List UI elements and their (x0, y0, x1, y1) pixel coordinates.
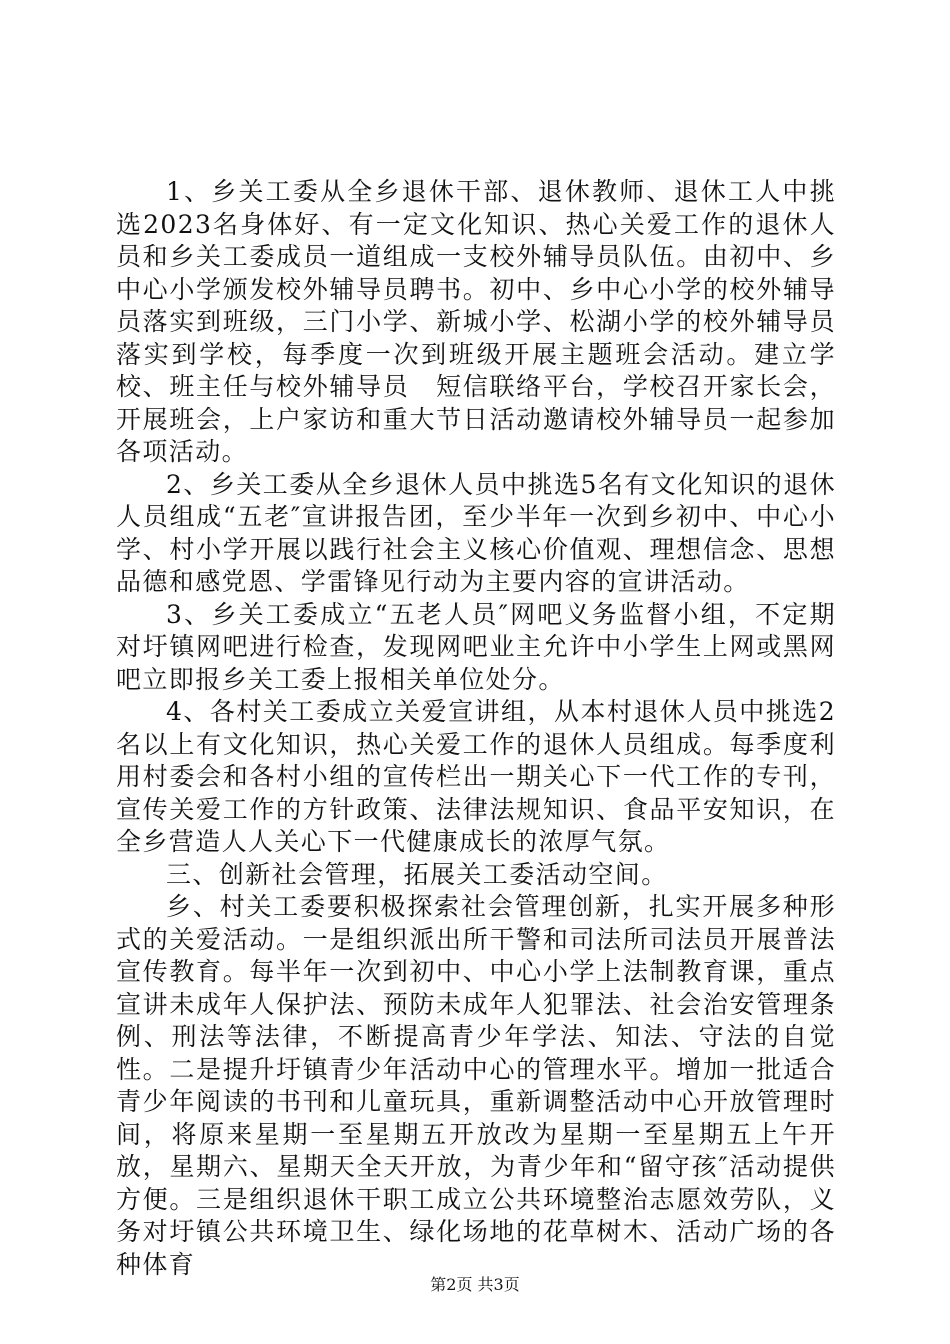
document-body (116, 176, 836, 1281)
paragraph-4: 4、各村关工委成立关爱宣讲组，从本村退休人员中挑选2名以上有文化知识，热心关爱工作的退休人员组成。每季度利用村委会和各村小组的宣传栏出一期关心下一代工作的专刊，宣传关爱工作的方针政策、法律法规知识、食品平安知识，在全乡营造人人关心下一代健康成长的浓厚气氛。 (116, 697, 836, 856)
section-heading-3: 三、创新社会管理，拓展关工委活动空间。 (166, 859, 668, 889)
page-number-footer: 第2页 共3页 (430, 1275, 520, 1294)
paragraph-2: 2、乡关工委从全乡退休人员中挑选5名有文化知识的退休人员组成“五老″宣讲报告团，至少半年一次到乡初中、中心小学、村小学开展以践行社会主义核心价值观、理想信念、思想品德和感党恩、学雷锋见行动为主要内容的宣讲活动。 (116, 469, 836, 596)
paragraph-6: 乡、村关工委要积极探索社会管理创新，扎实开展多种形式的关爱活动。一是组织派出所干警和司法所司法员开展普法宣传教育。每半年一次到初中、中心小学上法制教育课，重点宣讲未成年人保护法、预防未成年人犯罪法、社会治安管理条例、刑法等法律，不断提高青少年学法、知法、守法的自觉性。二是提升圩镇青少年活动中心的管理水平。增加一批适合青少年阅读的书刊和儿童玩具，重新调整活动中心开放管理时间，将原来星期一至星期五开放改为星期一至星期五上午开放，星期六、星期天全天开放，为青少年和“留守孩″活动提供方便。三是组织退休干职工成立公共环境整治志愿效劳队，义务对圩镇公共环境卫生、绿化场地的花草树木、活动广场的各种体育 (116, 892, 836, 1279)
paragraph-1: 1、乡关工委从全乡退休干部、退休教师、退休工人中挑选2023名身体好、有一定文化知识、热心关爱工作的退休人员和乡关工委成员一道组成一支校外辅导员队伍。由初中、乡中心小学颁发校外辅导员聘书。初中、乡中心小学的校外辅导员落实到班级，三门小学、新城小学、松湖小学的校外辅导员落实到学校，每季度一次到班级开展主题班会活动。建立学校、班主任与校外辅导员 短信联络平台，学校召开家长会，开展班会，上户家访和重大节日活动邀请校外辅导员一起参加各项活动。 (116, 177, 836, 466)
paragraph-3: 3、乡关工委成立“五老人员″网吧义务监督小组，不定期对圩镇网吧进行检查，发现网吧业主允许中小学生上网或黑网吧立即报乡关工委上报相关单位处分。 (116, 599, 836, 694)
